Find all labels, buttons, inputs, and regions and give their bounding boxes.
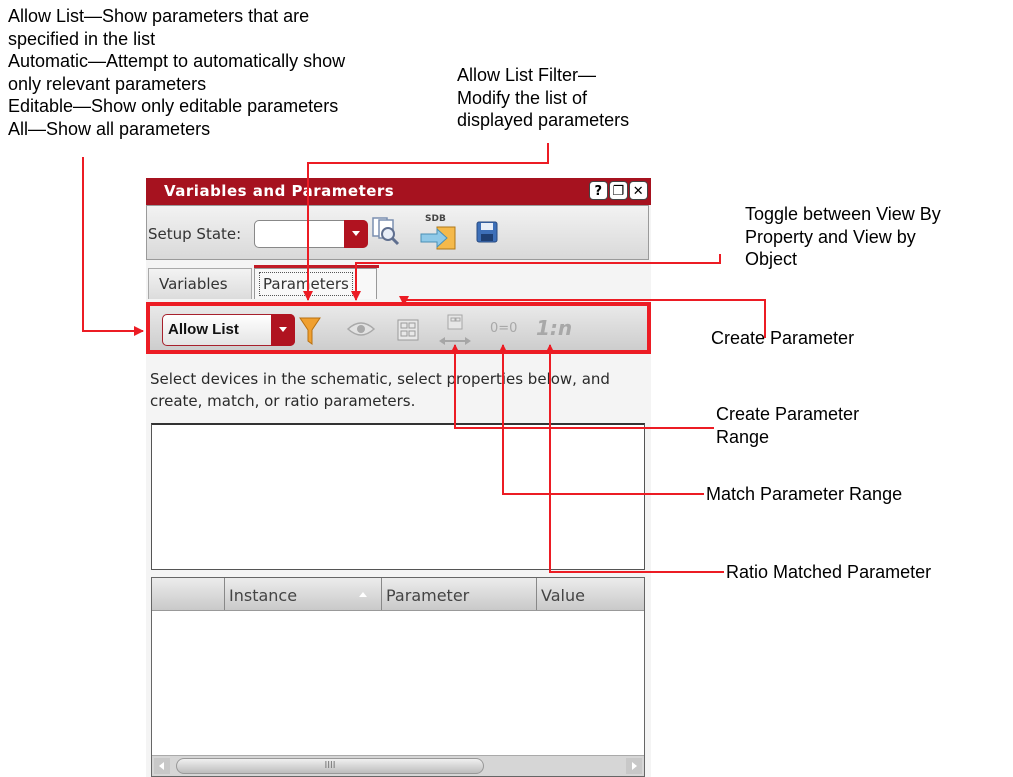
variables-parameters-panel — [146, 178, 651, 777]
callout-line: displayed parameters — [457, 110, 630, 130]
scroll-right-icon[interactable] — [626, 758, 642, 774]
funnel-icon[interactable] — [299, 316, 321, 346]
column-header-blank[interactable] — [152, 578, 224, 610]
filter-modes-callout — [8, 5, 345, 140]
sdb-label: SDB — [425, 214, 446, 224]
ratio-matched-parameter-callout: Ratio Matched Parameter — [726, 562, 932, 582]
chevron-down-icon[interactable] — [271, 314, 295, 346]
scroll-left-icon[interactable] — [154, 758, 170, 774]
close-button[interactable]: ✕ — [629, 181, 648, 200]
scroll-thumb[interactable]: IIII — [176, 758, 484, 774]
callout-line: Editable—Show only editable parameters — [8, 96, 339, 116]
create-parameter-range-icon[interactable] — [438, 314, 472, 348]
load-setup-icon[interactable] — [371, 216, 405, 248]
callout-line: Allow List—Show parameters that are — [8, 6, 310, 26]
tab-strip — [146, 260, 651, 302]
callout-line: Object — [745, 249, 798, 269]
eye-icon[interactable] — [346, 320, 376, 338]
callout-line: All—Show all parameters — [8, 118, 211, 139]
callout-line: specified in the list — [8, 28, 156, 49]
instruction-text: Select devices in the schematic, select properties below, and create, match, or ratio parameters. — [150, 370, 610, 410]
filter-mode-value: Allow List — [168, 321, 239, 338]
column-header-value[interactable]: Value — [536, 578, 644, 610]
grid-header — [152, 578, 644, 611]
toggle-view-callout — [745, 203, 941, 271]
allow-list-filter-callout — [457, 64, 629, 132]
filter-mode-select[interactable] — [162, 314, 295, 346]
restore-button[interactable]: ❐ — [609, 181, 628, 200]
sort-ascending-icon — [359, 592, 367, 597]
help-button[interactable]: ? — [589, 181, 608, 200]
setup-state-label: Setup State: — [148, 225, 242, 243]
parameters-grid[interactable] — [151, 577, 645, 777]
tab-label: Parameters — [259, 272, 353, 296]
create-parameter-icon[interactable] — [397, 319, 419, 341]
create-parameter-range-callout — [716, 403, 859, 448]
setup-state-bar — [146, 205, 649, 260]
arrow-filter-modes — [83, 157, 143, 331]
tab-variables[interactable] — [148, 268, 252, 299]
callout-line: Property and View by — [745, 226, 916, 247]
callout-line: Modify the list of — [457, 87, 588, 108]
column-header-instance[interactable]: Instance — [224, 578, 381, 610]
save-icon[interactable] — [475, 220, 499, 244]
title-buttons — [589, 181, 648, 200]
sdb-export-icon[interactable] — [419, 214, 459, 252]
callout-line: Range — [716, 426, 770, 447]
selected-devices-list[interactable] — [151, 423, 645, 570]
chevron-down-icon[interactable] — [344, 220, 368, 248]
setup-state-combo[interactable] — [254, 220, 368, 248]
parameters-toolbar — [146, 302, 651, 354]
callout-line: Create Parameter — [716, 404, 860, 424]
window-title: Variables and Parameters — [164, 182, 395, 200]
horizontal-scrollbar[interactable] — [152, 755, 644, 776]
title-bar — [146, 178, 651, 205]
callout-line: Automatic—Attempt to automatically show — [8, 51, 346, 71]
ratio-matched-parameter-button[interactable]: 1:n — [536, 316, 573, 340]
match-parameter-range-callout: Match Parameter Range — [706, 484, 903, 504]
callout-line: Toggle between View By — [745, 204, 941, 224]
callout-line: Allow List Filter— — [457, 65, 597, 85]
column-header-parameter[interactable]: Parameter — [381, 578, 536, 610]
match-parameter-range-button[interactable]: 0=0 — [490, 321, 518, 336]
tab-parameters[interactable] — [254, 268, 377, 299]
tab-label: Variables — [159, 275, 228, 293]
callout-line: only relevant parameters — [8, 73, 207, 94]
create-parameter-callout: Create Parameter — [711, 328, 855, 348]
